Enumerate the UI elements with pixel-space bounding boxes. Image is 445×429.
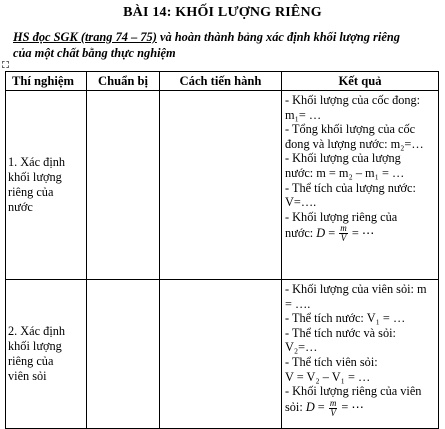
formula-denominator: V (330, 407, 336, 418)
result-line: - Khối lượng của cốc đong: (285, 93, 421, 107)
result-line: - Thể tích của lượng nước: (285, 180, 416, 195)
table-row (6, 280, 439, 429)
preparation-cell[interactable] (87, 280, 160, 429)
result-line: - Thể tích nước: V₁ = … (285, 311, 406, 326)
result-line: đong và lượng nước: m₂=… (285, 136, 424, 151)
experiment-line: riêng của (8, 185, 54, 199)
result-line: - Thể tích viên sỏi: (285, 354, 378, 369)
result-line: = …. (285, 296, 311, 311)
procedure-cell[interactable] (160, 91, 282, 280)
formula-rhs: = ⋯ (348, 225, 375, 240)
result-line: nước: m = m₂ – m₁ = … (285, 165, 405, 180)
result-line: - Khối lượng riêng của viên (285, 384, 422, 399)
procedure-cell[interactable] (160, 280, 282, 429)
experiment-line: 1. Xác định (8, 155, 66, 169)
preparation-cell[interactable] (87, 91, 160, 280)
experiment-cell[interactable] (6, 91, 87, 280)
table-row (6, 91, 439, 280)
experiment-line: nước (8, 200, 33, 214)
table-header-row (6, 72, 439, 91)
density-formula-line: nước: D = $\frac{m}{V}$ = ⋯ (285, 223, 375, 244)
result-line: - Khối lượng của lượng (285, 151, 401, 166)
formula-fraction (339, 224, 348, 243)
result-line: - Tổng khối lượng của cốc (285, 122, 416, 137)
lesson-title: BÀI 14: KHỐI LƯỢNG RIÊNG (123, 5, 322, 20)
experiment-line: khối lượng (8, 170, 62, 184)
experiment-line: viên sỏi (8, 369, 47, 383)
result-line: sỏi: (285, 400, 306, 415)
experiment-line: 2. Xác định (8, 324, 66, 338)
density-formula-line: sỏi: D = $\frac{m}{V}$ = ⋯ (285, 397, 364, 418)
result-line: V₂=… (285, 340, 318, 355)
result-cell[interactable] (282, 280, 439, 429)
formula-numerator: m (329, 397, 337, 408)
result-line: nước: (285, 225, 317, 240)
result-line: m₁= … (285, 107, 322, 122)
formula-rhs: = ⋯ (338, 400, 364, 415)
result-line: V = V₂ – V₁ = … (285, 369, 371, 384)
header-procedure: Cách tiến hành (160, 72, 282, 91)
experiment-line: riêng của (8, 354, 54, 368)
header-preparation: Chuẩn bị (87, 72, 160, 91)
instruction-line2: của một chất bằng thực nghiệm (13, 46, 176, 60)
result-cell[interactable] (282, 91, 439, 280)
formula-lhs: D (305, 400, 315, 415)
result-line: V=…. (285, 195, 317, 210)
header-result: Kết quả (282, 72, 439, 91)
experiment-table (5, 71, 439, 429)
experiment-cell[interactable] (6, 280, 87, 429)
result-line: - Khối lượng của viên sỏi: m (285, 282, 427, 296)
formula-numerator: m (340, 223, 347, 234)
result-line: - Thể tích nước và sỏi: (285, 325, 396, 340)
table-move-handle-icon[interactable] (2, 61, 9, 68)
instruction-part2: và hoàn thành bảng xác định khối lượng riêng (156, 30, 400, 44)
instruction-text (13, 29, 438, 61)
formula-lhs: D (316, 225, 326, 240)
experiment-line: khối lượng (8, 339, 62, 353)
instruction-part1: HS đọc SGK (trang 74 – 75) (13, 30, 157, 44)
result-line: - Khối lượng riêng của (285, 209, 398, 224)
formula-denominator: V (340, 233, 347, 244)
header-experiment: Thí nghiệm (6, 72, 87, 91)
formula-fraction (329, 399, 338, 418)
